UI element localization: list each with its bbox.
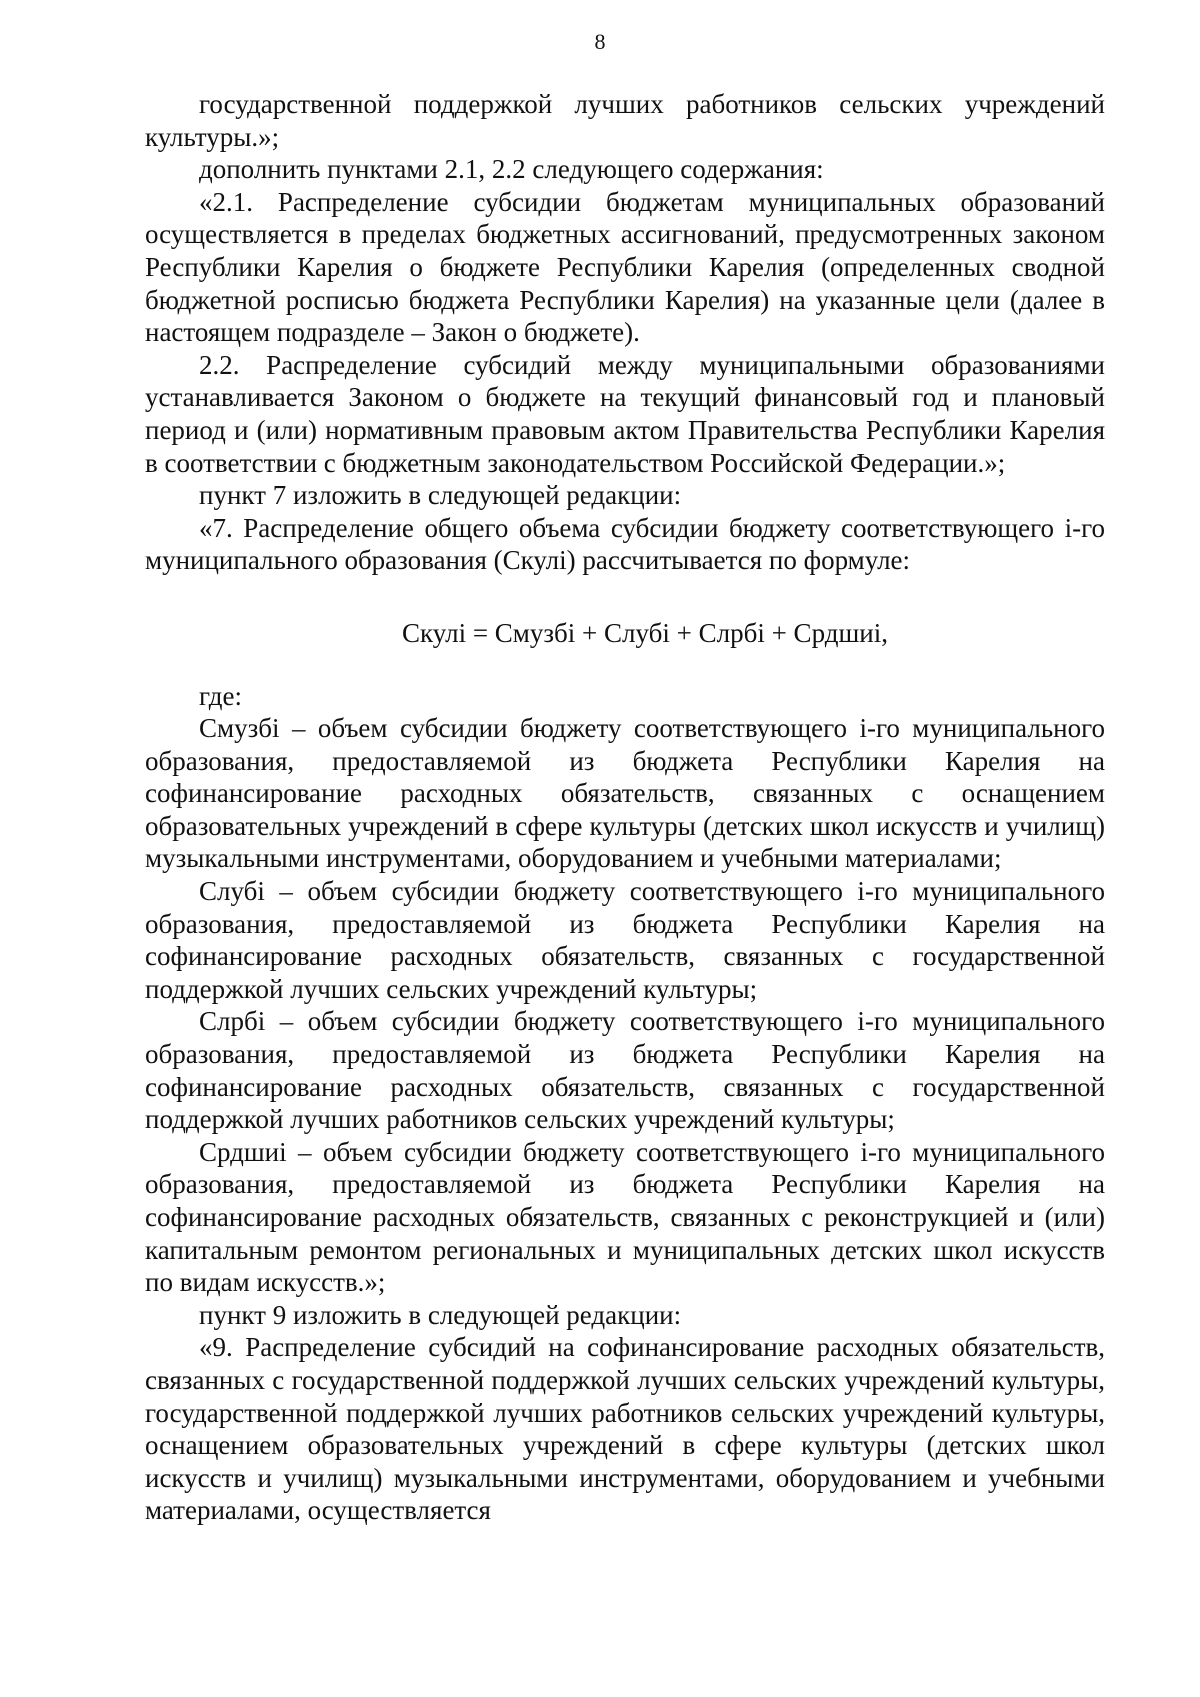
paragraph-clause-9: «9. Распределение субсидий на софинансирование расходных обязательств, связанных с государственной поддержкой лучших сельских учреждений культуры, государственной поддержкой лучших работников сельских учреждений культуры, оснащением образовательных учреждений в сфере культуры (детских школ искусств и училищ) музыкальными инструментами, оборудованием и учебными материалами, осуществляется [145,1332,1105,1526]
paragraph-where: где: [199,680,242,711]
paragraph-def-slrb: Слрбi – объем субсидии бюджету соответствующего i-го муниципального образования, предоставляемой из бюджета Республики Карелия на софинансирование расходных обязательств, связанных с государственной поддержкой лучших работников сельских учреждений культуры; [145,1006,1105,1135]
formula: Скулi = Смузбi + Слубi + Слрбi + Срдшиi, [402,617,888,648]
paragraph-def-smuzb: Смузбi – объем субсидии бюджету соответствующего i-го муниципального образования, предоставляемой из бюджета Республики Карелия на софинансирование расходных обязательств, связанных с оснащением образовательных учреждений в сфере культуры (детских школ искусств и училищ) музыкальными инструментами, оборудованием и учебными материалами; [145,713,1105,874]
paragraph-def-slub: Слубi – объем субсидии бюджету соответствующего i-го муниципального образования, предоставляемой из бюджета Республики Карелия на софинансирование расходных обязательств, связанных с государственной поддержкой лучших сельских учреждений культуры; [145,876,1105,1004]
paragraph-amend-add: дополнить пунктами 2.1, 2.2 следующего содержания: [199,154,824,185]
page-number: 8 [594,29,606,54]
paragraph-clause-7: «7. Распределение общего объема субсидии бюджету соответствующего i-го муниципального образования (Скулi) рассчитывается по формуле: [145,512,1105,576]
paragraph-amend-clause-7: пункт 7 изложить в следующей редакции: [199,480,682,511]
paragraph-amend-clause-9: пункт 9 изложить в следующей редакции: [199,1299,682,1330]
paragraph-def-srdshi: Срдшиi – объем субсидии бюджету соответствующего i-го муниципального образования, предоставляемой из бюджета Республики Карелия на софинансирование расходных обязательств, связанных с реконструкцией и (или) капитальным ремонтом региональных и муниципальных детских школ искусств по видам искусств.»; [145,1136,1105,1298]
paragraph-clause-2-2: 2.2. Распределение субсидий между муниципальными образованиями устанавливается Законом о бюджете на текущий финансовый год и плановый период и (или) нормативным правовым актом Правительства Республики Карелия в соответствии с бюджетным законодательством Российской Федерации.»; [145,349,1105,478]
document-body [145,88,1105,1527]
paragraph-clause-2-1: «2.1. Распределение субсидии бюджетам муниципальных образований осуществляется в пределах бюджетных ассигнований, предусмотренных законом Республики Карелия о бюджете Республики Карелия (определенных сводной бюджетной росписью бюджета Республики Карелия) на указанные цели (далее в настоящем подразделе – Закон о бюджете). [145,186,1105,348]
paragraph-continuation: государственной поддержкой лучших работников сельских учреждений культуры.»; [145,89,1105,152]
